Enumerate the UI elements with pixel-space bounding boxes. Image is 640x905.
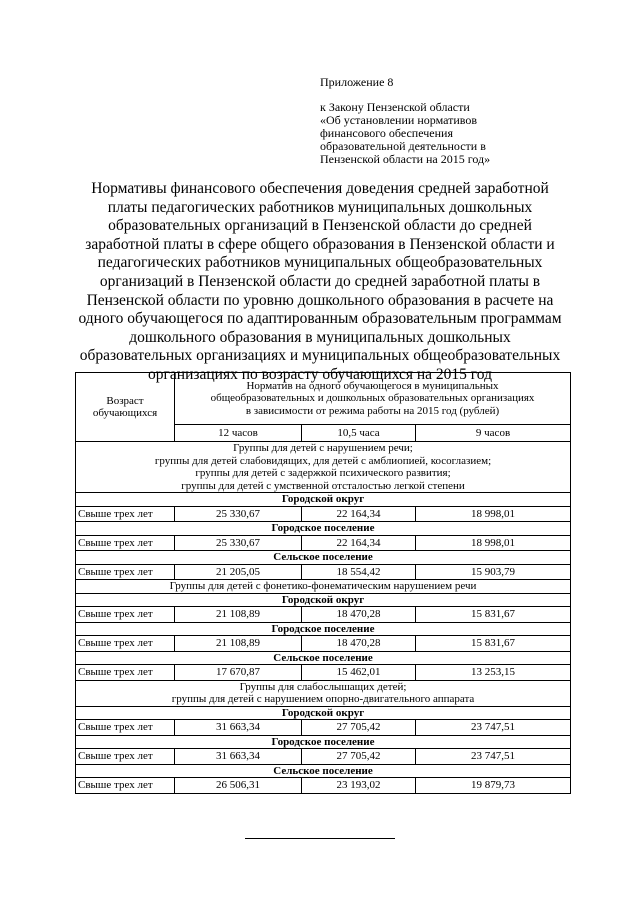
table-row: [76, 749, 571, 765]
section-row: [76, 764, 571, 778]
hours-12-header: 12 часов: [175, 425, 302, 442]
value-9-hours: 23 747,51: [416, 749, 571, 765]
section-row: [76, 593, 571, 607]
table-row: [76, 720, 571, 736]
value-12-hours: 21 205,05: [175, 564, 302, 580]
hours-9-header: 9 часов: [416, 425, 571, 442]
title-line: организаций в Пензенской области до средней заработной платы в: [99, 272, 541, 290]
appendix-reference: [320, 101, 490, 166]
age-label: Свыше трех лет: [76, 564, 175, 580]
value-12-hours: 21 108,89: [175, 607, 302, 623]
appendix-ref-line: к Закону Пензенской области: [320, 100, 470, 114]
value-9-hours: 19 879,73: [416, 778, 571, 794]
group-line: Группы для детей с нарушением речи;: [233, 442, 413, 454]
section-heading: Сельское поселение: [76, 551, 571, 565]
age-header-line: обучающихся: [92, 407, 158, 419]
group-line: группы для детей с задержкой психического развития;: [195, 467, 451, 479]
value-10-5-hours: 23 193,02: [302, 778, 416, 794]
table-row: [76, 778, 571, 794]
value-9-hours: 13 253,15: [416, 665, 571, 681]
group-description: [76, 680, 571, 706]
value-12-hours: 31 663,34: [175, 749, 302, 765]
title-line: одного обучающегося по адаптированным образовательным программам: [78, 310, 562, 328]
value-10-5-hours: 27 705,42: [302, 720, 416, 736]
value-9-hours: 18 998,01: [416, 535, 571, 551]
title-line: образовательных организаций в Пензенской области до средней: [108, 217, 532, 235]
value-9-hours: 23 747,51: [416, 720, 571, 736]
group-description: [76, 442, 571, 493]
value-10-5-hours: 22 164,34: [302, 506, 416, 522]
value-10-5-hours: 18 554,42: [302, 564, 416, 580]
section-row: [76, 522, 571, 536]
title-line: заработной платы в сфере общего образования в Пензенской области и: [85, 235, 555, 253]
value-12-hours: 25 330,67: [175, 535, 302, 551]
title-line: Нормативы финансового обеспечения доведения средней заработной: [91, 180, 549, 197]
section-heading: Городской округ: [76, 493, 571, 507]
norm-header-line: общеобразовательных и дошкольных образовательных организациях: [210, 392, 535, 405]
value-12-hours: 17 670,87: [175, 665, 302, 681]
value-12-hours: 26 506,31: [175, 778, 302, 794]
appendix-title: Приложение 8: [320, 75, 394, 89]
value-12-hours: 25 330,67: [175, 506, 302, 522]
section-row: [76, 735, 571, 749]
title-line: педагогических работников муниципальных общеобразовательных: [97, 254, 543, 272]
age-label: Свыше трех лет: [76, 720, 175, 736]
section-row: [76, 622, 571, 636]
group-line: группы для детей слабовидящих, для детей с амблиопией, косоглазием;: [154, 454, 492, 467]
table-row: [76, 506, 571, 522]
section-row: [76, 651, 571, 665]
value-9-hours: 18 998,01: [416, 506, 571, 522]
group-line: группы для детей с умственной отсталостью легкой степени: [181, 479, 465, 492]
group-line: Группы для слабослышащих детей;: [239, 680, 407, 693]
bottom-divider: [245, 838, 395, 839]
table-row: [76, 665, 571, 681]
value-10-5-hours: 15 462,01: [302, 665, 416, 681]
age-label: Свыше трех лет: [76, 749, 175, 765]
table-row: [76, 564, 571, 580]
section-row: [76, 493, 571, 507]
age-label: Свыше трех лет: [76, 778, 175, 794]
section-heading: Городское поселение: [76, 622, 571, 636]
section-heading: Сельское поселение: [76, 764, 571, 778]
value-10-5-hours: 18 470,28: [302, 636, 416, 652]
value-10-5-hours: 18 470,28: [302, 607, 416, 623]
section-row: [76, 551, 571, 565]
age-label: Свыше трех лет: [76, 665, 175, 681]
appendix-ref-line: Пензенской области на 2015 год»: [320, 152, 491, 166]
group-row: [76, 680, 571, 706]
title-line: Пензенской области по уровню дошкольного образования в расчете на: [86, 291, 554, 309]
age-label: Свыше трех лет: [76, 607, 175, 623]
title-line: образовательных организациях и муниципальных общеобразовательных: [79, 347, 561, 365]
title-line: дошкольного образования в муниципальных дошкольных: [129, 328, 511, 346]
age-label: Свыше трех лет: [76, 535, 175, 551]
norm-column-header: [175, 373, 571, 425]
group-line: группы для детей с нарушением опорно-двигательного аппарата: [171, 693, 475, 705]
appendix-block: [320, 76, 490, 166]
appendix-ref-line: финансового обеспечения: [320, 126, 453, 140]
title-line: платы педагогических работников муниципальных дошкольных: [107, 198, 533, 216]
section-heading: Городское поселение: [76, 522, 571, 536]
document-title: [70, 180, 570, 385]
appendix-ref-line: «Об установлении нормативов: [320, 113, 478, 127]
value-9-hours: 15 831,67: [416, 607, 571, 623]
value-12-hours: 31 663,34: [175, 720, 302, 736]
norm-header-line: в зависимости от режима работы на 2015 год (рублей): [245, 404, 500, 417]
table-header-row: [76, 373, 571, 425]
table-row: [76, 607, 571, 623]
section-row: [76, 706, 571, 720]
section-heading: Городское поселение: [76, 735, 571, 749]
age-header-line: Возраст: [106, 394, 144, 407]
section-heading: Городской округ: [76, 593, 571, 607]
title-line: организациях по возрасту обучающихся на 2015 год: [148, 365, 492, 383]
value-10-5-hours: 27 705,42: [302, 749, 416, 765]
norm-header-line: Норматив на одного обучающегося в муниципальных: [246, 379, 499, 392]
table-row: [76, 636, 571, 652]
group-description: [76, 580, 571, 594]
hours-10-5-header: 10,5 часа: [302, 425, 416, 442]
appendix-ref-line: образовательной деятельности в: [320, 139, 486, 153]
age-column-header: [76, 373, 175, 442]
section-heading: Городской округ: [76, 706, 571, 720]
age-label: Свыше трех лет: [76, 506, 175, 522]
group-row: [76, 580, 571, 594]
table-row: [76, 535, 571, 551]
value-9-hours: 15 831,67: [416, 636, 571, 652]
value-9-hours: 15 903,79: [416, 564, 571, 580]
group-line: Группы для детей с фонетико-фонематическим нарушением речи: [169, 580, 477, 592]
value-12-hours: 21 108,89: [175, 636, 302, 652]
group-row: [76, 442, 571, 493]
norms-table: [75, 372, 571, 794]
section-heading: Сельское поселение: [76, 651, 571, 665]
age-label: Свыше трех лет: [76, 636, 175, 652]
value-10-5-hours: 22 164,34: [302, 535, 416, 551]
